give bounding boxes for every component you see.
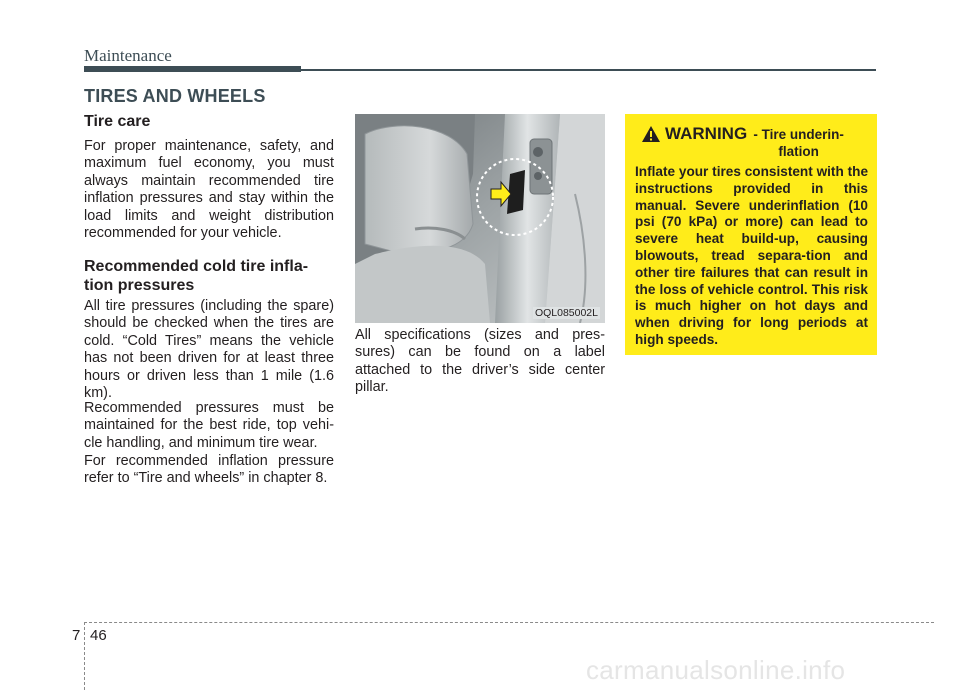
page-number: 46 <box>90 627 107 644</box>
warning-triangle-icon <box>641 125 661 143</box>
cold-pressure-paragraph-2: Recommended pressures must be maintained for the best ride, top vehi-cle handling, and minimum tire wear. <box>84 400 334 451</box>
section-label: Maintenance <box>84 46 172 65</box>
footer-divider <box>84 622 934 623</box>
warning-subtitle <box>751 126 846 160</box>
cold-pressure-paragraph-1: All tire pressures (including the spare) should be checked when the tires are cold. “Cold Tires” means the vehicle has not been driven for at least three hours or driven less than 1 mile (1.6 km). <box>84 298 334 402</box>
specifications-text: All specifications (sizes and pres-sures) can be found on a label attached to the driver’s side center pillar. <box>355 327 605 396</box>
warning-header <box>635 124 868 160</box>
watermark: carmanualsonline.info <box>586 655 846 685</box>
warning-subtitle-line1: - Tire underin- <box>753 127 844 142</box>
tire-care-paragraph: For proper maintenance, safety, and maximum fuel economy, you must always maintain recommended tire inflation pressures and stay within the load limits and weight distribution recommended for your vehicle. <box>84 138 334 242</box>
warning-box <box>625 114 877 355</box>
cold-pressure-heading-line1: Recommended cold tire infla- <box>84 258 309 275</box>
door-pillar-photo <box>355 114 605 323</box>
cold-pressure-heading <box>84 257 334 295</box>
cold-pressure-paragraph-3: For recommended inflation pressure refer to “Tire and wheels” in chapter 8. <box>84 453 334 487</box>
page-title: TIRES AND WHEELS <box>84 86 266 106</box>
cold-pressure-heading-line2: tion pressures <box>84 277 195 294</box>
header-rule-bold <box>84 66 301 72</box>
chapter-number: 7 <box>72 627 81 644</box>
warning-subtitle-line2: flation <box>778 144 819 159</box>
tire-care-heading: Tire care <box>84 113 151 130</box>
figure-caption: OQL085002L <box>534 307 598 319</box>
door-pillar-illustration <box>355 114 605 323</box>
header-rule-thin <box>301 69 876 71</box>
footer-vertical-divider <box>84 622 85 690</box>
warning-word: WARNING <box>665 124 748 143</box>
warning-text: Inflate your tires consistent with the instructions provided in this manual. Severe underinflation (10 psi (70 kPa) or more) can lead to severe heat build-up, causing blowouts, tread separa-tion and other tire failures that can result in the loss of vehicle control. This risk is much higher on hot days and when driving for long periods at high speeds. <box>635 164 868 347</box>
